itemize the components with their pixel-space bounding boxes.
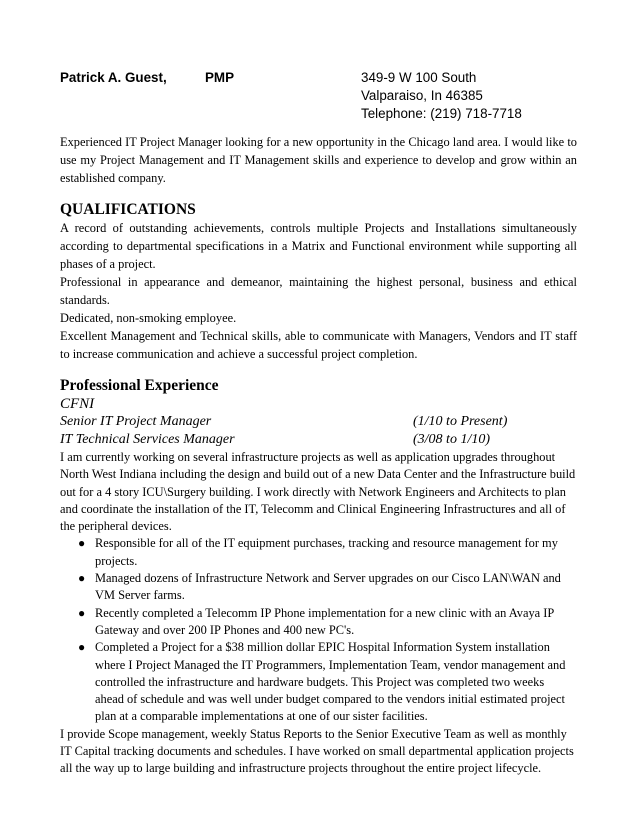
objective-summary: Experienced IT Project Manager looking for a new opportunity in the Chicago land area. I would like to use my Project Management and IT Management skills and experience to develop and grow within an established company. <box>60 135 577 185</box>
qualifications-heading: QUALIFICATIONS <box>60 201 196 218</box>
qualification-item: Professional in appearance and demeanor, maintaining the highest personal, business and ethical standards. <box>60 275 577 307</box>
experience-closing: I provide Scope management, weekly Status Reports to the Senior Executive Team as well as monthly IT Capital tracking documents and schedules. I have worked on small departmental application projects all the way up to large building and infrastructure projects throughout the entire project lifecycle. <box>60 726 574 776</box>
resume-page <box>60 69 577 778</box>
address-line-2: Valparaiso, In 46385 <box>361 88 483 103</box>
role-dates: (1/10 to Present) <box>413 414 508 429</box>
contact-block <box>361 69 522 123</box>
role-title: Senior IT Project Manager <box>60 414 212 429</box>
experience-section <box>60 377 577 778</box>
bullet-icon: ● <box>78 571 86 586</box>
role-row <box>60 413 577 431</box>
certification: PMP <box>205 70 235 85</box>
list-item: ● Responsible for all of the IT equipment purchases, tracking and resource management for my projects. <box>78 536 558 568</box>
qualifications-section <box>60 201 577 363</box>
phone-number: Telephone: (219) 718-7718 <box>361 106 522 121</box>
qualification-item: Excellent Management and Technical skills, able to communicate with Managers, Vendors and IT staff to increase communication and achieve a successful project completion. <box>60 329 577 361</box>
bullet-icon: ● <box>78 640 86 655</box>
company-name: CFNI <box>60 396 95 412</box>
list-item: ● Completed a Project for a $38 million dollar EPIC Hospital Information System installation where I Project Managed the IT Programmers, Implementation Team, vendor management and controlled the infrastructure and hardware budgets. This Project was completed two weeks ahead of schedule and was well under budget compared to the vendors initial estimated project plan at a comparable implementations at one of our sister facilities. <box>78 640 566 724</box>
role-row <box>60 431 577 449</box>
qualification-item: Dedicated, non-smoking employee. <box>60 311 237 325</box>
accomplishments-list <box>60 535 577 725</box>
list-item: ● Managed dozens of Infrastructure Network and Server upgrades on our Cisco LAN\WAN and VM Server farms. <box>78 571 561 603</box>
role-dates: (3/08 to 1/10) <box>413 432 490 447</box>
address-line-1: 349-9 W 100 South <box>361 70 477 85</box>
list-item: ● Recently completed a Telecomm IP Phone implementation for a new clinic with an Avaya IP Gateway and over 200 IP Phones and 400 new PC's. <box>78 605 554 637</box>
qualification-item: A record of outstanding achievements, controls multiple Projects and Installations simultaneously according to departmental specifications in a Matrix and Functional environment while supporting all phases of a project. <box>60 221 577 271</box>
experience-intro: I am currently working on several infrastructure projects as well as application upgrades throughout North West Indiana including the design and build out of a new Data Center and the Infrastructure build out for a 4 story ICU\Surgery building. I work directly with Network Engineers and Architects to plan and coordinate the installation of the IT, Telecomm and Clinical Engineering Infrastructures and all of the peripheral devices. <box>60 450 576 534</box>
experience-heading: Professional Experience <box>60 377 219 394</box>
bullet-icon: ● <box>78 536 86 551</box>
candidate-name: Patrick A. Guest, <box>60 70 167 85</box>
resume-header <box>60 69 577 121</box>
role-title: IT Technical Services Manager <box>60 432 235 447</box>
bullet-icon: ● <box>78 605 86 620</box>
